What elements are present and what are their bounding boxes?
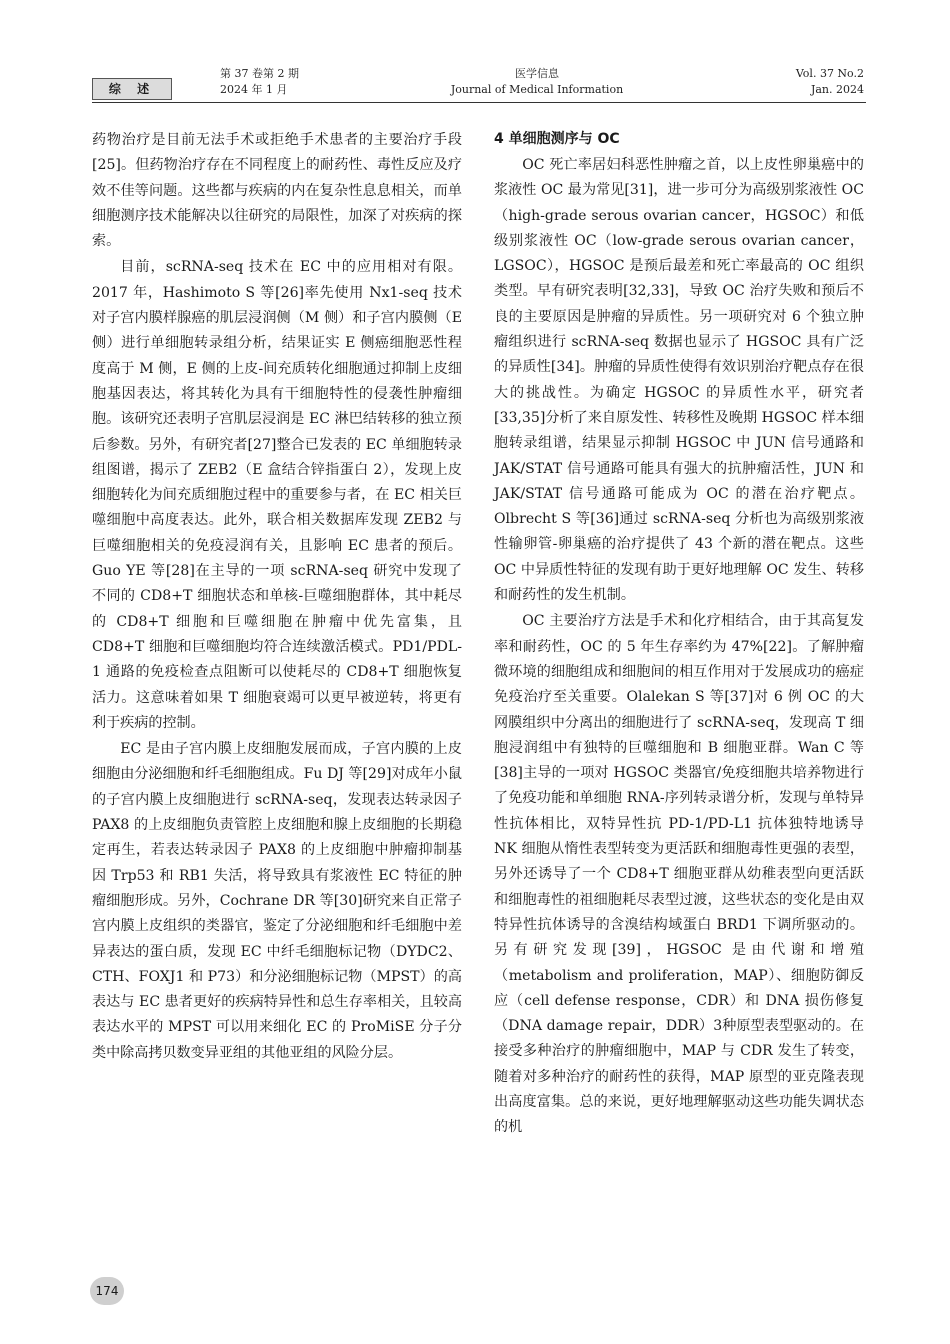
date-cn: 2024 年 1 月	[220, 83, 288, 96]
page-header	[92, 64, 866, 104]
journal-name-en: Journal of Medical Information	[450, 83, 624, 96]
journal-name-cn: 医学信息	[515, 67, 559, 80]
header-rule	[92, 102, 866, 103]
journal-title	[422, 66, 652, 98]
paragraph: OC 主要治疗方法是手术和化疗相结合，由于其高复发率和耐药性，OC 的 5 年生存率约为 47%[22]。了解肿瘤微环境的细胞组成和细胞间的相互作用对于发展成功的癌症免疫治疗至关重要。Olalekan S 等[37]对 6 例 OC 的大网膜组织中分离出的细胞进行了 scRNA-seq，发现高 T 细胞浸润组中有独特的巨噬细胞和 B 细胞亚群。Wan C 等[38]主导的一项对 HGSOC 类器官/免疫细胞共培养物进行了免疫功能和单细胞 RNA-序列转录谱分析，发现与单特异性抗体相比，双特异性抗 PD-1/PD-L1 抗体独特地诱导 NK 细胞从惰性表型转变为更活跃和细胞毒性更强的表型，另外还诱导了一个 CD8+T 细胞亚群从幼稚表型向更活跃和细胞毒性的祖细胞耗尽表型过渡，这些状态的变化是由双特异性抗体诱导的含溴结构域蛋白 BRD1 下调所驱动的。另有研究发现[39]，HGSOC 是由代谢和增殖（metabolism and proliferation，MAP）、细胞防御反应（cell defense response，CDR）和 DNA 损伤修复（DNA damage repair，DDR）3种原型表型驱动的。在接受多种治疗的肿瘤细胞中，MAP 与 CDR 发生了转变，随着对多种治疗的耐药性的获得，MAP 原型的亚克隆表现出高度富集。总的来说，更好地理解驱动这些功能失调状态的机	[494, 613, 864, 1136]
issue-info-cn	[220, 66, 299, 98]
page-number: 174	[90, 1277, 124, 1305]
paragraph: EC 是由子宫内膜上皮细胞发展而成，子宫内膜的上皮细胞由分泌细胞和纤毛细胞组成。Fu DJ 等[29]对成年小鼠的子宫内膜上皮细胞进行 scRNA-seq，发现表达转录因子 PAX8 的上皮细胞负责管腔上皮细胞和腺上皮细胞的长期稳定再生，若表达转录因子 PAX8 的上皮细胞中肿瘤抑制基因 Trp53 和 RB1 失活，将导致具有浆液性 EC 特征的肿瘤细胞形成。另外，Cochrane DR 等[30]研究来自正常子宫内膜上皮组织的类器官，鉴定了分泌细胞和纤毛细胞中差异表达的蛋白质，发现 EC 中纤毛细胞标记物（DYDC2、CTH、FOXJ1 和 P73）和分泌细胞标记物（MPST）的高表达与 EC 患者更好的疾病特异性和总生存率相关，且较高表达水平的 MPST 可以用来细化 EC 的 ProMiSE 分子分类中除高拷贝数变异亚组的其他亚组的风险分层。	[92, 741, 462, 1061]
section-heading: 4 单细胞测序与 OC	[494, 131, 620, 147]
issue-info-en	[796, 66, 864, 98]
volume-en: Vol. 37 No.2	[795, 67, 864, 80]
section-tag: 综 述	[92, 78, 172, 100]
right-column	[494, 128, 864, 1142]
paragraph: 药物治疗是目前无法手术或拒绝手术患者的主要治疗手段[25]。但药物治疗存在不同程度上的耐药性、毒性反应及疗效不佳等问题。这些都与疾病的内在复杂性息息相关，而单细胞测序技术能解决以往研究的局限性，加深了对疾病的探索。	[92, 132, 462, 250]
paragraph: OC 死亡率居妇科恶性肿瘤之首，以上皮性卵巢癌中的浆液性 OC 最为常见[31]，进一步可分为高级别浆液性 OC（high-grade serous ovarian cancer，HGSOC）和低级别浆液性 OC（low-grade serous ovarian cancer，LGSOC），HGSOC 是预后最差和死亡率最高的 OC 组织类型。早有研究表明[32,33]，导致 OC 治疗失败和预后不良的主要原因是肿瘤的异质性。另一项研究对 6 个独立肿瘤组织进行 scRNA-seq 数据也显示了 HGSOC 具有广泛的异质性[34]。肿瘤的异质性使得有效识别治疗靶点存在很大的挑战性。为确定 HGSOC 的异质性水平，研究者[33,35]分析了来自原发性、转移性及晚期 HGSOC 样本细胞转录组谱，结果显示抑制 HGSOC 中 JUN 信号通路和 JAK/STAT 信号通路可能具有强大的抗肿瘤活性，JUN 和 JAK/STAT 信号通路可能成为 OC 的潜在治疗靶点。Olbrecht S 等[36]通过 scRNA-seq 分析也为高级别浆液性输卵管-卵巢癌的治疗提供了 43 个新的潜在靶点。这些 OC 中异质性特征的发现有助于更好地理解 OC 发生、转移和耐药性的发生机制。	[494, 157, 864, 604]
left-column	[92, 128, 462, 1067]
paragraph: 目前，scRNA-seq 技术在 EC 中的应用相对有限。2017 年，Hashimoto S 等[26]率先使用 Nx1-seq 技术对子宫内膜样腺癌的肌层浸润侧（M 侧）和子宫内膜侧（E 侧）进行单细胞转录组分析，结果证实 E 侧癌细胞恶性程度高于 M 侧，E 侧的上皮-间充质转化细胞通过抑制上皮细胞基因表达，将其转化为具有干细胞特性的侵袭性肿瘤细胞。该研究还表明子宫肌层浸润是 EC 淋巴结转移的独立预后参数。另外，有研究者[27]整合已发表的 EC 单细胞转录组图谱，揭示了 ZEB2（E 盒结合锌指蛋白 2），发现上皮细胞转化为间充质细胞过程中的重要参与者，在 EC 相关巨噬细胞中高度表达。此外，联合相关数据库发现 ZEB2 与巨噬细胞相关的免疫浸润有关，且影响 EC 患者的预后。Guo YE 等[28]在主导的一项 scRNA-seq 研究中发现了不同的 CD8+T 细胞状态和单核-巨噬细胞群体，其中耗尽的 CD8+T 细胞和巨噬细胞在肿瘤中优先富集，且 CD8+T 细胞和巨噬细胞均符合连续激活模式。PD1/PDL-1 通路的免疫检查点阻断可以使耗尽的 CD8+T 细胞恢复活力。这意味着如果 T 细胞衰竭可以更早被逆转，将更有利于疾病的控制。	[92, 259, 462, 731]
volume-cn: 第 37 卷第 2 期	[220, 67, 299, 80]
date-en: Jan. 2024	[810, 83, 864, 96]
